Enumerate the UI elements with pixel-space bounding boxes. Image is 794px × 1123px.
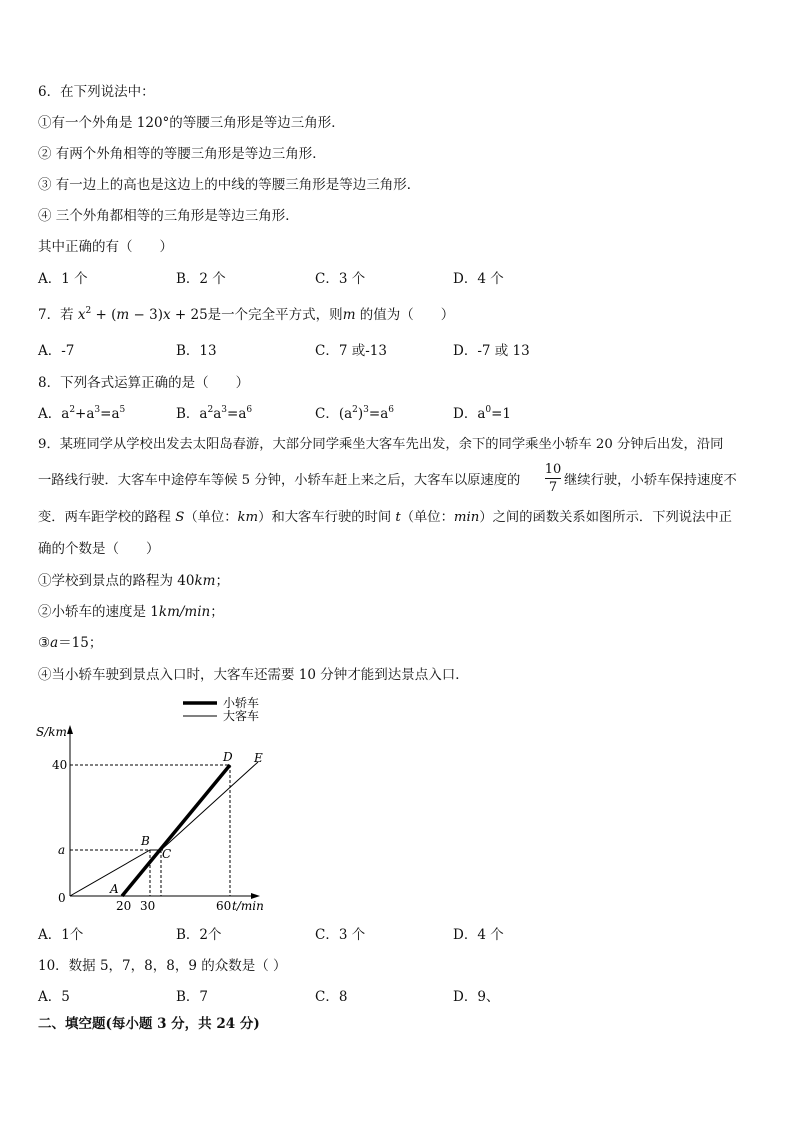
q6-option-b: B．2 个 bbox=[176, 271, 226, 287]
point-c-label: C bbox=[162, 847, 172, 861]
point-d-label: D bbox=[223, 750, 233, 764]
q9-statement-4: ④当小轿车驶到景点入口时，大客车还需要 10 分钟才能到达景点入口． bbox=[38, 667, 469, 683]
q9-option-c: C．3 个 bbox=[315, 927, 366, 943]
q9-option-b: B．2个 bbox=[176, 927, 222, 943]
q10-option-a: A．5 bbox=[38, 989, 70, 1005]
q10-option-b: B．7 bbox=[176, 989, 209, 1005]
q9-statement-1: ①学校到景点的路程为 40km； bbox=[38, 573, 229, 589]
q9-statement-3: ③a＝15； bbox=[38, 635, 103, 651]
q6-option-a: A．1 个 bbox=[38, 271, 88, 287]
y-tick-a: a bbox=[58, 843, 66, 857]
point-a-label: A bbox=[110, 882, 119, 896]
y-axis-arrow bbox=[67, 725, 73, 734]
q7-option-c: C．7 或-13 bbox=[315, 343, 387, 359]
x-axis-label: t/min bbox=[232, 899, 264, 913]
q8-option-c: C．$(a^2)^3=a^6$ bbox=[315, 405, 395, 422]
q7-option-b: B．13 bbox=[176, 343, 217, 359]
q6-option-c: C．3 个 bbox=[315, 271, 366, 287]
q8-option-d: D．$a^0=1$ bbox=[453, 405, 512, 422]
q8-stem: 8．下列各式运算正确的是（ ） bbox=[38, 375, 250, 391]
point-b-label: B bbox=[141, 834, 150, 848]
q9-option-a: A．1个 bbox=[38, 927, 84, 943]
q9-fraction: 10 7 bbox=[544, 462, 562, 495]
q9-line-4: 确的个数是（ ） bbox=[38, 541, 160, 557]
q6-stem: 6．在下列说法中： bbox=[38, 84, 155, 100]
q7-option-a: A．-7 bbox=[38, 343, 75, 359]
legend-bus-label: 大客车 bbox=[223, 709, 260, 723]
point-e-label: E bbox=[254, 751, 263, 765]
q6-statement-4: ④ 三个外角都相等的三角形是等边三角形． bbox=[38, 208, 299, 224]
car-line bbox=[122, 765, 230, 896]
legend-car-label: 小轿车 bbox=[223, 696, 260, 710]
section-2-title: 二、填空题(每小题 3 分，共 24 分) bbox=[38, 1016, 260, 1032]
x-tick-60: 60 bbox=[216, 899, 232, 913]
q10-option-c: C．8 bbox=[315, 989, 348, 1005]
q9-statement-2: ②小轿车的速度是 1km/min； bbox=[38, 604, 224, 620]
q8-option-a: A．$a^2+a^3=a^5$ bbox=[38, 405, 126, 422]
q9-line-2a: 一路线行驶．大客车中途停车等候 5 分钟，小轿车赶上来之后，大客车以原速度的 bbox=[38, 473, 521, 488]
y-axis-label: S/km bbox=[36, 725, 67, 739]
q9-graph bbox=[30, 688, 290, 920]
x-tick-30: 30 bbox=[140, 899, 156, 913]
q6-question: 其中正确的有（ ） bbox=[38, 239, 173, 255]
q6-option-d: D．4 个 bbox=[453, 271, 504, 287]
origin-label: 0 bbox=[58, 891, 66, 905]
q9-line-2b: 继续行驶，小轿车保持速度不 bbox=[564, 473, 737, 488]
q7-option-d: D．-7 或 13 bbox=[453, 343, 530, 359]
q9-line-1: 9．某班同学从学校出发去太阳岛春游，大部分同学乘坐大客车先出发，余下的同学乘坐小轿车 20 分钟后出发，沿同 bbox=[38, 437, 724, 452]
q9-option-d: D．4 个 bbox=[453, 927, 504, 943]
q10-option-d: D．9、 bbox=[453, 989, 500, 1005]
q10-stem: 10．数据 5，7，8，8，9 的众数是（ ） bbox=[38, 958, 287, 974]
x-tick-20: 20 bbox=[116, 899, 132, 913]
q9-line-3: 变．两车距学校的路程 S（单位：km）和大客车行驶的时间 t（单位：min）之间的函数关系如图所示．下列说法中正 bbox=[38, 510, 732, 525]
q8-option-b: B．$a^2a^3=a^6$ bbox=[176, 405, 253, 422]
q6-statement-3: ③ 有一边上的高也是这边上的中线的等腰三角形是等边三角形． bbox=[38, 177, 421, 193]
q6-statement-2: ② 有两个外角相等的等腰三角形是等边三角形． bbox=[38, 146, 326, 162]
q6-statement-1: ①有一个外角是 120°的等腰三角形是等边三角形． bbox=[38, 115, 345, 131]
q7-stem: 7．若 $x^2 + (m - 3)x + 25$是一个完全平方式，则m 的值为（ ） bbox=[38, 306, 455, 323]
y-tick-40: 40 bbox=[52, 758, 68, 772]
